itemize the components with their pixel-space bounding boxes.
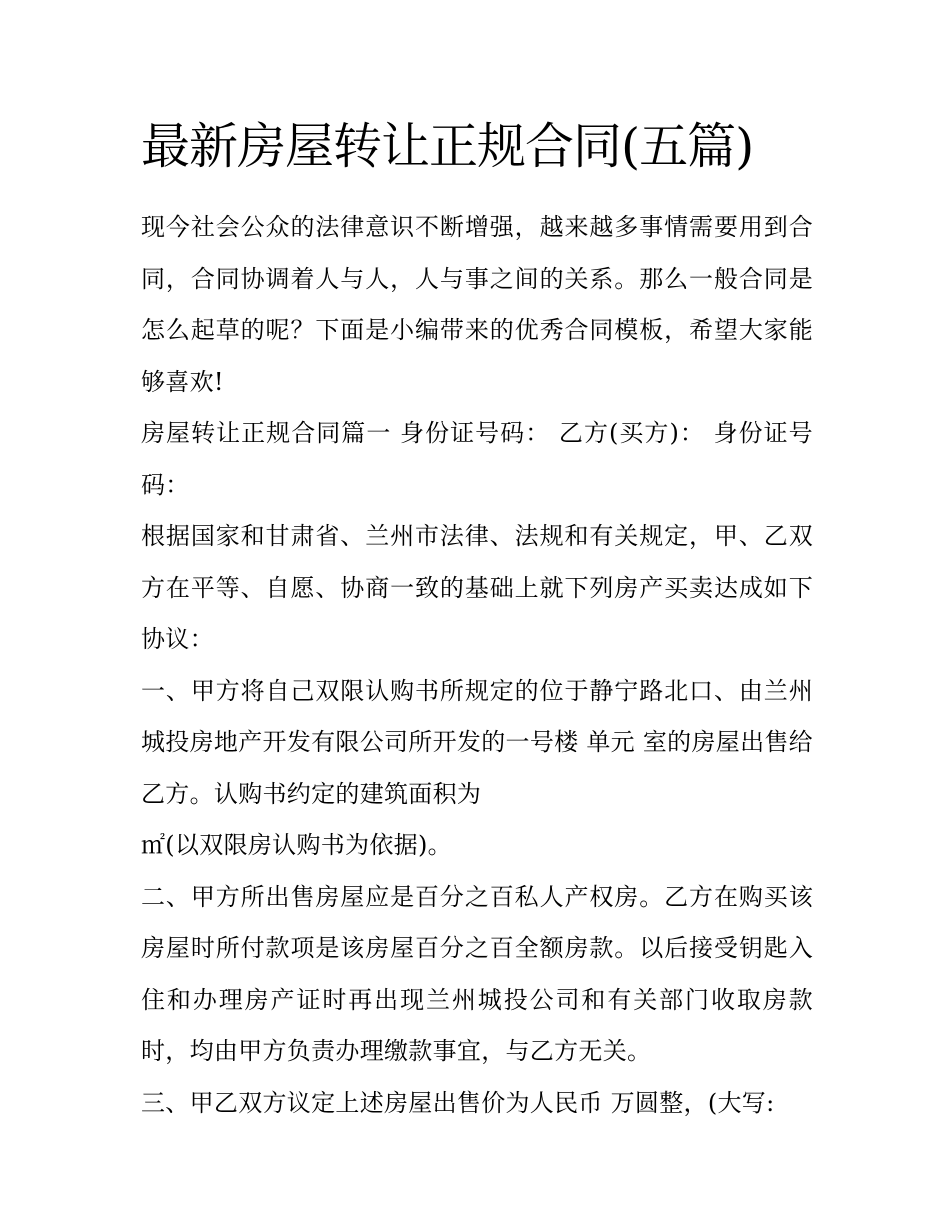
document-title: 最新房屋转让正规合同(五篇) xyxy=(141,118,754,175)
paragraph-area: ㎡(以双限房认购书为依据)。 xyxy=(141,831,452,859)
document-body xyxy=(141,112,813,1129)
paragraph-clause-2: 二、甲方所出售房屋应是百分之百私人产权房。乙方在购买该房屋时所付款项是该房屋百分之百全额房款。以后接受钥匙入住和办理房产证时再出现兰州城投公司和有关部门收取房款时，均由甲方负责办理缴款事宜，与乙方无关。 xyxy=(141,882,813,1065)
paragraph-clause-1: 一、甲方将自己双限认购书所规定的位于静宁路北口、由兰州城投房地产开发有限公司所开发的一号楼 单元 室的房屋出售给乙方。认购书约定的建筑面积为 xyxy=(141,676,813,808)
paragraph-parties: 房屋转让正规合同篇一 身份证号码： 乙方(买方)： 身份证号码： xyxy=(141,419,813,499)
paragraph-clause-3: 三、甲乙双方议定上述房屋出售价为人民币 万圆整，(大写: xyxy=(141,1088,775,1117)
paragraph-intro: 现今社会公众的法律意识不断增强，越来越多事情需要用到合同，合同协调着人与人，人与事之间的关系。那么一般合同是怎么起草的呢？下面是小编带来的优秀合同模板，希望大家能够喜欢! xyxy=(141,213,813,396)
paragraph-basis: 根据国家和甘肃省、兰州市法律、法规和有关规定，甲、乙双方在平等、自愿、协商一致的基础上就下列房产买卖达成如下协议： xyxy=(141,522,813,653)
